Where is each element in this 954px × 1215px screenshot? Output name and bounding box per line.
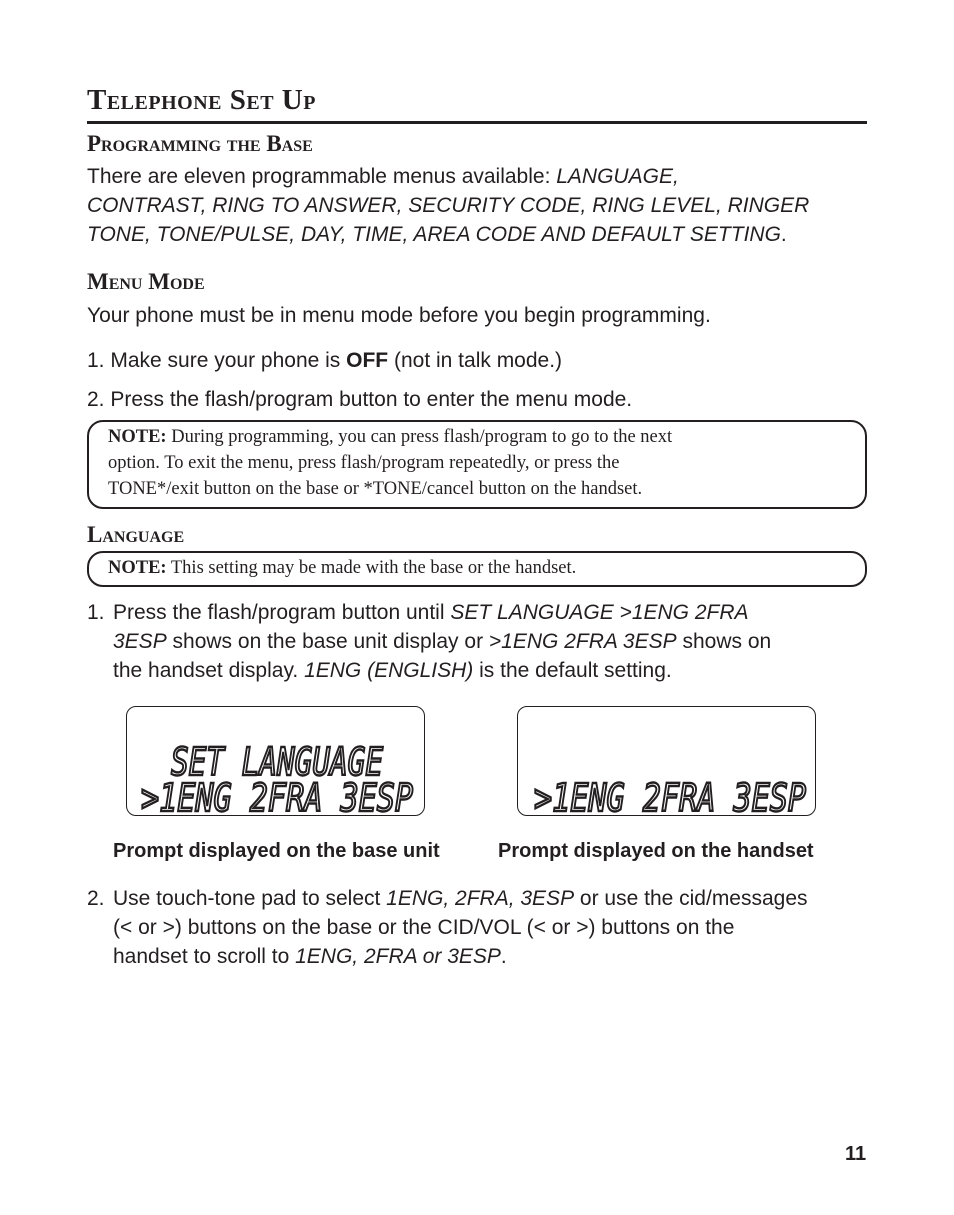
menu-mode-step-2: 2. Press the flash/program button to enter the menu mode. xyxy=(87,388,633,411)
section-heading-menu-mode: Menu Mode xyxy=(87,269,205,294)
language-step-2-number: 2. xyxy=(87,887,105,910)
programming-paragraph: There are eleven programmable menus available: LANGUAGE, CONTRAST, RING TO ANSWER, SECURITY CODE, RING LEVEL, RINGER TONE, TONE/PULSE, DAY, TIME, AREA CODE AND DEFAULT SETTING. xyxy=(87,165,810,246)
title-rule xyxy=(87,121,867,124)
language-step-1-text: Press the flash/program button until SET LANGUAGE >1ENG 2FRA 3ESP shows on the base unit display or >1ENG 2FRA 3ESP shows on the handset display. 1ENG (ENGLISH) is the default setting. xyxy=(113,601,772,682)
page-number: 11 xyxy=(845,1143,867,1165)
menu-mode-intro: Your phone must be in menu mode before you begin programming. xyxy=(87,304,711,327)
menu-mode-step-1: 1. Make sure your phone is OFF (not in talk mode.) xyxy=(87,349,563,372)
language-step-1-number: 1. xyxy=(87,601,105,624)
page-title: Telephone Set Up xyxy=(87,84,316,116)
section-heading-language: Language xyxy=(87,522,185,547)
section-heading-programming: Programming the Base xyxy=(87,131,313,156)
handset-display xyxy=(517,706,816,820)
language-step-2-text: Use touch-tone pad to select 1ENG, 2FRA, 3ESP or use the cid/messages (< or >) buttons on the base or the CID/VOL (< or >) buttons on the handset to scroll to 1ENG, 2FRA or 3ESP. xyxy=(113,887,808,968)
handset-display-line-2: >1ENG 2FRA 3ESP xyxy=(534,776,807,820)
note-programming-text: NOTE: During programming, you can press flash/program to go to the next option. To exit the menu, press flash/program repeatedly, or press the TONE*/exit button on the base or *TONE/cancel button on the handset. xyxy=(108,427,673,499)
base-display-line-1: SET LANGUAGE xyxy=(171,740,384,784)
base-unit-display xyxy=(126,706,425,820)
base-display-line-2: >1ENG 2FRA 3ESP xyxy=(141,776,414,820)
caption-handset: Prompt displayed on the handset xyxy=(498,840,814,862)
caption-base-unit: Prompt displayed on the base unit xyxy=(113,840,440,862)
note-language-text: NOTE: This setting may be made with the base or the handset. xyxy=(108,558,577,578)
